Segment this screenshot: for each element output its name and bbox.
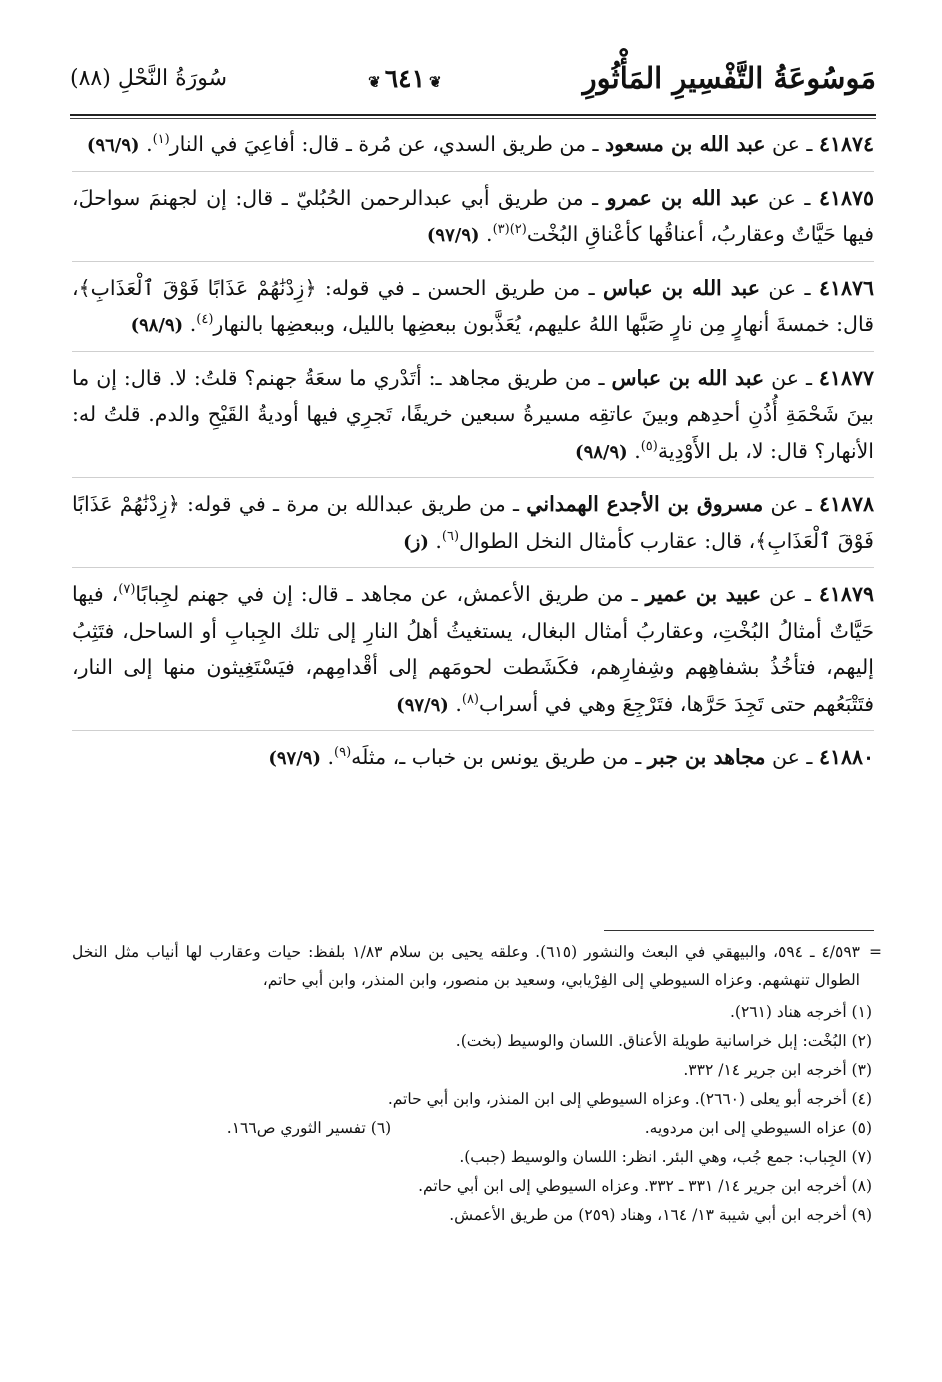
entry-text: ـ من طريق مجاهد ـ: أتَدْري ما سعَةُ جهنم؟ قلتُ: لا. قال: إن ما بينَ شَحْمَةِ أُذُنِ أحدِهم وبينَ عاتقِه مسيرةُ سبعين خريفًا، تَجرِي فيها أوديةُ القَيْحِ والدم. قلتُ له: الأنهار؟ قال: لا، بل الأَوْدِية xyxy=(72,365,874,463)
entry-separator xyxy=(72,171,874,172)
narrator-name: عبد الله بن مسعود xyxy=(605,132,766,156)
narrator-name: عبيد بن عمير xyxy=(645,582,762,606)
header-rule xyxy=(70,114,876,116)
entry-text: ـ من طريق الأعمش، عن مجاهد ـ قال: إن في جهنم لجِبابًا xyxy=(135,582,646,606)
athar-entry xyxy=(72,576,874,724)
entry-text: ـ من طريق يونس بن خباب ـ، مثلَه xyxy=(351,745,648,769)
entry-text: ـ عن xyxy=(763,492,819,516)
entry-text: . xyxy=(448,691,462,716)
page-header xyxy=(70,48,876,108)
header-rule-thin xyxy=(70,118,876,119)
entry-number: ٤١٨٧٤ xyxy=(818,132,874,156)
entry-separator xyxy=(72,477,874,478)
footnote-2: (٢) البُخْت: إبل خراسانية طويلة الأعناق. اللسان والوسيط (بخت). xyxy=(455,1032,872,1050)
entry-number: ٤١٨٧٧ xyxy=(818,365,874,390)
volume-reference: (٩٧/٩) xyxy=(396,694,449,716)
footnote-marker: (٤) xyxy=(196,312,214,328)
footnote-1: (١) أخرجه هناد (٢٦١). xyxy=(729,1003,872,1021)
athar-entry xyxy=(72,739,874,778)
footnote-marker: (١) xyxy=(152,132,170,148)
book-title: مَوسُوعَةُ التَّفْسِيرِ المَأْثُورِ xyxy=(582,61,876,95)
entry-text: ـ عن xyxy=(764,365,819,390)
volume-reference: (٩٦/٩) xyxy=(86,135,140,156)
volume-reference: (٩٨/٩) xyxy=(130,315,184,336)
footnote-marker: (٩) xyxy=(334,745,352,761)
volume-reference: (٩٧/٩) xyxy=(426,225,480,246)
footnote-marker: (٥) xyxy=(640,438,658,454)
entry-text: ، فيها حَيَّاتٌ أمثالُ البُخْتِ، وعقاربُ أمثال البغال، يستغيثُ أهلُ النارِ إلى تلك الجِبابِ أو الساحل، فتَثِبُ إليهم، فتأخُذُ بشفاهِهم وشِفارِهم، فكَشَطت لحومَهم إلى أقْدامِهم، فيَسْتَغِيثون منها إلى النار، فتَتْبَعُهم حتى تَجِدَ حَرَّها، فتَرْجِعَ وهي في أسراب xyxy=(72,582,874,716)
narrator-name: مجاهد بن جبر xyxy=(647,745,766,769)
surah-name: سُورَةُ النَّحْلِ (٨٨) xyxy=(70,65,228,91)
footnote-3: (٣) أخرجه ابن جرير ١٤/ ٣٣٢. xyxy=(683,1061,872,1079)
footnote-marker: (٧) xyxy=(118,582,136,598)
ornament-icon: ❦ xyxy=(368,72,381,91)
entry-number: ٤١٨٨٠ xyxy=(818,745,874,769)
entry-text: ـ عن xyxy=(765,745,819,769)
entry-number: ٤١٨٧٩ xyxy=(818,582,874,606)
entry-text: . xyxy=(139,132,153,156)
entry-text: ـ عن xyxy=(759,275,819,300)
athar-entry xyxy=(72,360,874,472)
footnote-continuation-text: ٤/٥٩٣ ـ ٥٩٤، والبيهقي في البعث والنشور (٦١٥). وعلقه يحيى بن سلام ١/٨٣ بلفظ: حيات وعقارب لها أنياب مثل النخل الطوال تنهشهم. وعزاه السيوطي إلى الفِرْيابي، وسعيد بن منصور، وابن المنذر، وابن أبي حاتم، xyxy=(72,943,860,989)
athar-entry xyxy=(72,270,874,345)
entry-separator xyxy=(72,567,874,568)
footnote-5: (٥) عزاه السيوطي إلى ابن مردويه. xyxy=(644,1119,872,1137)
athar-entry xyxy=(72,180,874,255)
entry-number: ٤١٨٧٨ xyxy=(818,492,874,516)
footnote-separator xyxy=(604,930,874,931)
footnote-row xyxy=(72,1114,874,1143)
main-text xyxy=(72,126,874,784)
footnote-marker: (٦) xyxy=(441,528,460,544)
footnote-7: (٧) الجِباب: جمع جُب، وهي البئر. انظر: اللسان والوسيط (جبب). xyxy=(459,1148,872,1166)
page-number: ٦٤١ xyxy=(384,63,426,93)
entry-text: ـ عن xyxy=(759,185,819,210)
entry-text: . xyxy=(627,438,641,463)
footnote-marker: (٨) xyxy=(461,691,479,707)
footnote-marker: (٢)(٣) xyxy=(492,222,527,238)
entry-text: ـ من طريق أبي عبدالرحمن الحُبُليّ ـ قال: إن لجهنمَ سواحلَ، فيها حَيَّاتٌ وعقاربُ، أعناقُها كأعْناقِ البُخْت xyxy=(72,185,874,246)
entry-separator xyxy=(72,261,874,262)
entry-separator xyxy=(72,730,874,731)
entry-separator xyxy=(72,351,874,352)
footnote-9: (٩) أخرجه ابن أبي شيبة ١٣/ ١٦٤، وهناد (٢٥٩) من طريق الأعمش. xyxy=(449,1206,872,1224)
continuation-mark: = xyxy=(869,943,882,961)
page-number-block xyxy=(364,64,445,93)
footnote-6: (٦) تفسير الثوري ص١٦٦. xyxy=(226,1119,392,1137)
volume-reference: (٩٧/٩) xyxy=(268,748,321,769)
entry-text: ـ من طريق الحسن ـ في قوله: ﴿زِدْنَٰهُمْ عَذَابًا فَوْقَ ٱلْعَذَابِ﴾، قال: خمسةَ أنهارٍ مِن نارٍ صَبَّها اللهُ عليهم، يُعَذَّبون ببعضِها بالليل، وببعضِها بالنهار xyxy=(72,275,874,336)
entry-text: ـ من طريق عبدالله بن مرة ـ في قوله: ﴿زِدْنَٰهُمْ عَذَابًا فَوْقَ ٱلْعَذَابِ﴾، قال: عقارب كأمثال النخل الطوال xyxy=(72,492,874,553)
athar-entry xyxy=(72,486,874,561)
entry-text: . xyxy=(183,312,197,336)
entry-text: . xyxy=(428,528,442,553)
footnote-8: (٨) أخرجه ابن جرير ١٤/ ٣٣١ ـ ٣٣٢. وعزاه السيوطي إلى ابن أبي حاتم. xyxy=(418,1177,872,1195)
volume-reference: (ز) xyxy=(403,531,429,553)
entry-number: ٤١٨٧٦ xyxy=(818,275,874,300)
volume-reference: (٩٨/٩) xyxy=(575,441,628,463)
footnote-4: (٤) أخرجه أبو يعلى (٢٦٦٠). وعزاه السيوطي إلى ابن المنذر، وابن أبي حاتم. xyxy=(387,1090,872,1108)
entry-text: ـ من طريق السدي، عن مُرة ـ قال: أفاعِيَ في النار xyxy=(169,132,606,156)
entry-text: ـ عن xyxy=(761,582,819,606)
entry-text: ـ عن xyxy=(765,132,819,156)
entry-number: ٤١٨٧٥ xyxy=(818,185,874,210)
footnote-continuation xyxy=(72,938,882,994)
athar-entry xyxy=(72,126,874,165)
narrator-name: عبد الله بن عباس xyxy=(603,275,760,300)
entry-text: . xyxy=(479,222,493,246)
entry-text: . xyxy=(320,745,335,769)
footnotes xyxy=(72,938,882,1230)
narrator-name: عبد الله بن عباس xyxy=(611,365,765,390)
ornament-icon: ❦ xyxy=(429,72,442,91)
narrator-name: عبد الله بن عمرو xyxy=(606,185,760,210)
narrator-name: مسروق بن الأجدع الهمداني xyxy=(526,492,764,516)
